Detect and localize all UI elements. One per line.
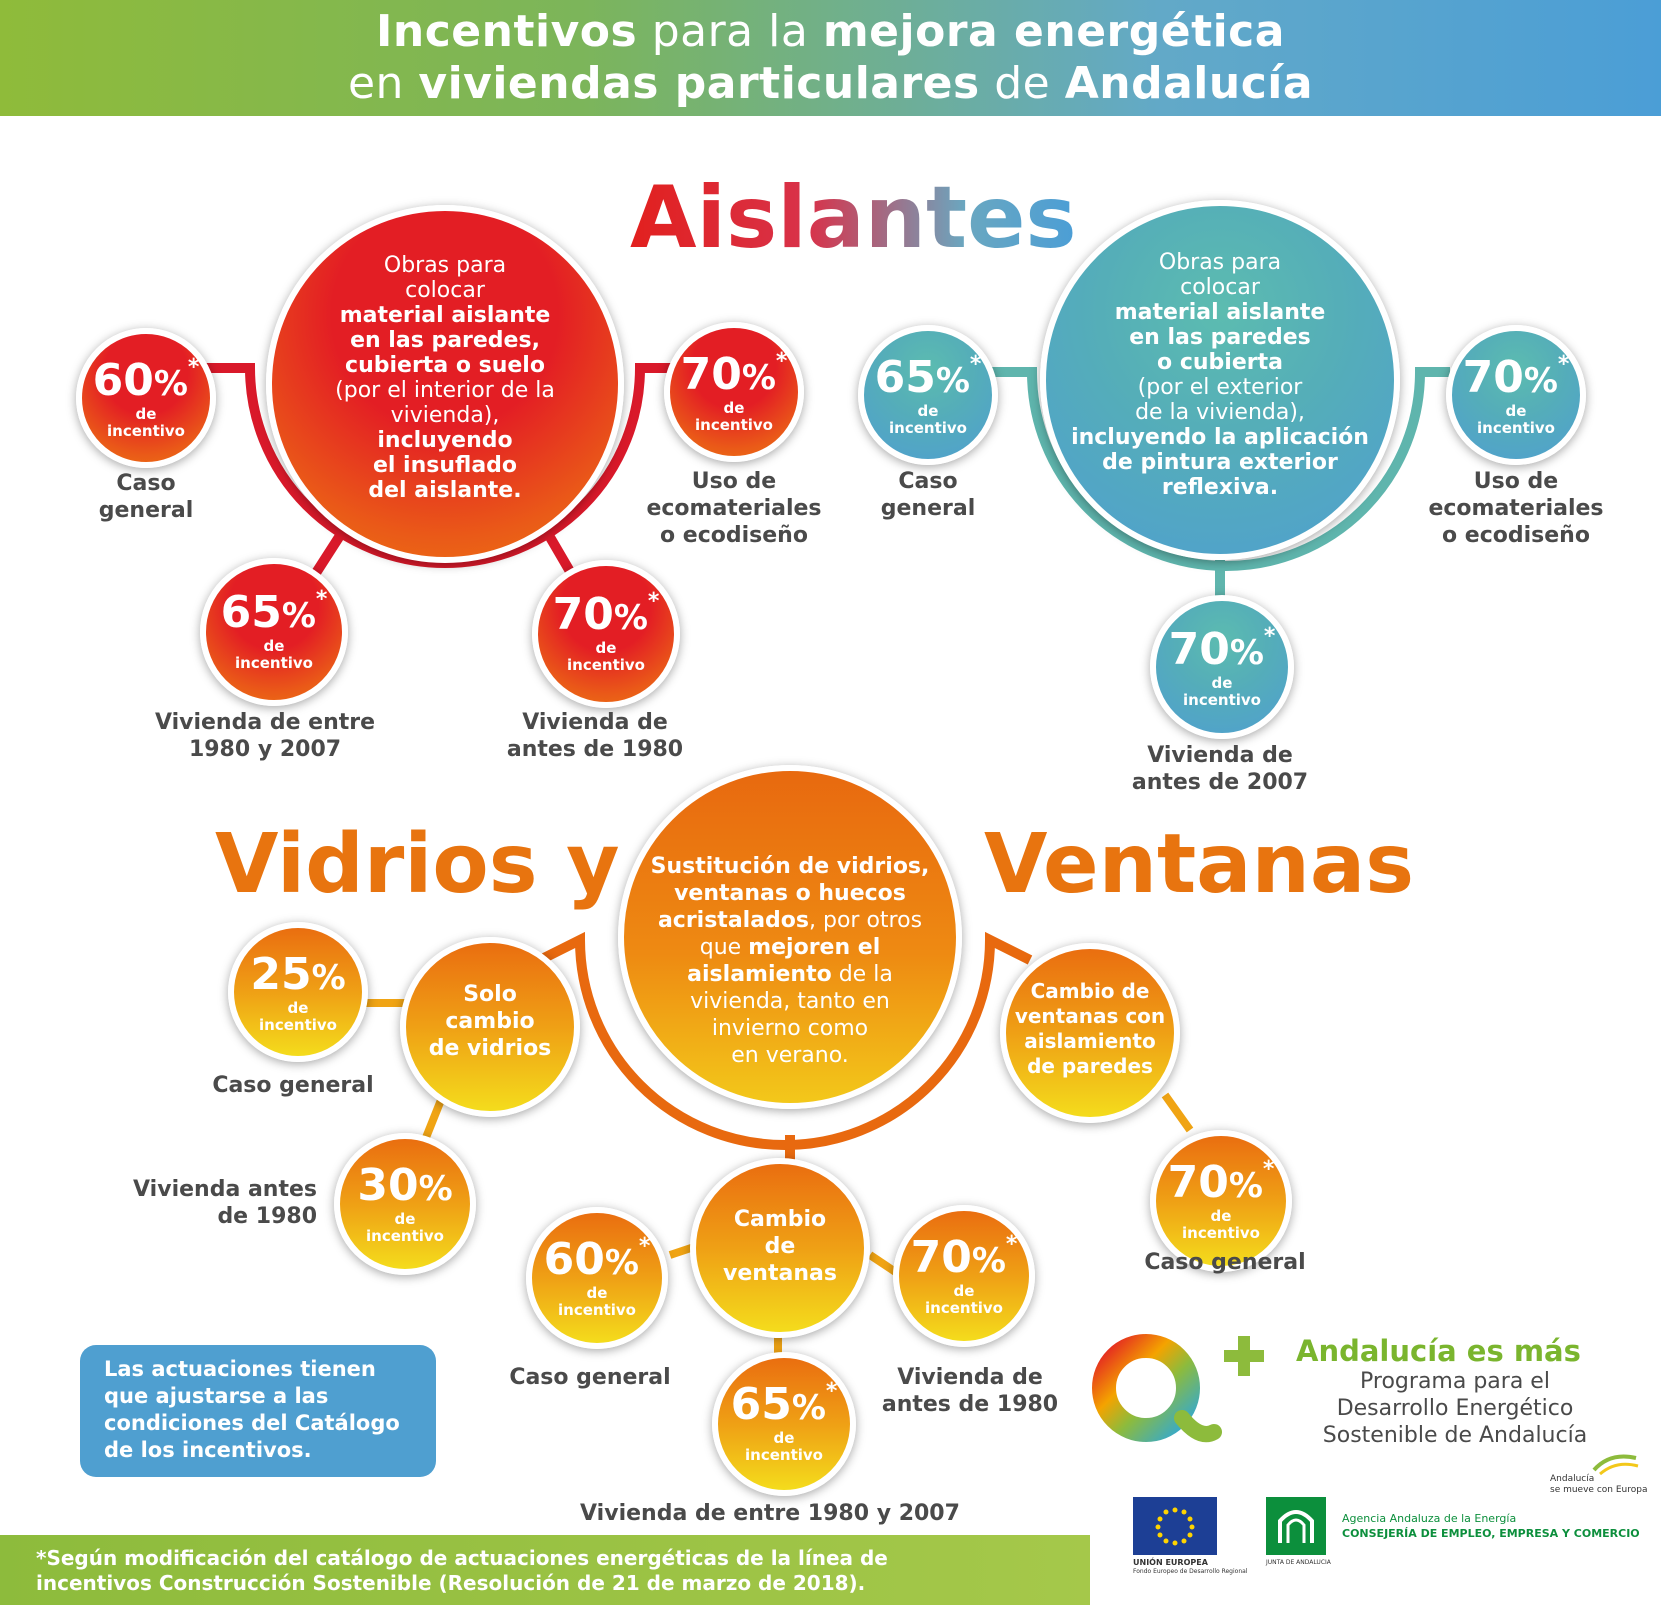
badge-interior-general [76,328,216,468]
pct-sign: % [281,596,316,636]
text-line: colocar [405,278,485,303]
text-line: ventanas o huecos [674,881,906,906]
vidrios-main-text [624,853,956,1069]
text-line: de [764,1234,796,1259]
text-line: invierno como [711,1016,869,1041]
header-word: Incentivos [376,6,638,57]
label-line: Caso general [1144,1250,1306,1275]
asterisk: * [1263,624,1276,649]
ventanas-paredes-circle [1000,943,1180,1123]
label-line: general [880,496,976,521]
footer-text [36,1546,1076,1596]
badge-incentivo: incentivo [259,1016,337,1034]
label-line: ecomateriales [1428,496,1604,521]
badge-pct [670,349,798,401]
badge-pct [538,589,674,641]
text-line: reflexiva. [1161,475,1279,500]
program-line: Desarrollo Energético [1336,1396,1574,1421]
badge-pct [1156,1157,1286,1209]
badge-interior-1980-2007 [200,558,348,706]
cambio-ventanas-text [696,1206,864,1287]
badge-ventanas-antes1980 [893,1205,1035,1347]
consejeria-label: CONSEJERÍA DE EMPLEO, EMPRESA Y COMERCIO [1342,1527,1640,1540]
text-line: (por el interior de la [335,378,555,403]
label-ventanas-1980-2007 [560,1500,980,1527]
text-line: incluyendo la aplicación [1071,425,1369,450]
pct-sign: % [311,958,346,998]
badge-pct [899,1232,1029,1284]
text-line: cubierta o suelo [345,353,545,378]
text-line [624,961,956,988]
text-normal: , por otros [809,908,923,933]
badge-vidrios-general [228,922,368,1062]
badge-value: 70 [1168,624,1230,675]
label-interior-eco [634,468,834,549]
pct-sign: % [741,358,776,398]
label-ventanas-general [490,1364,690,1391]
note-text: Las actuaciones tienen que ajustarse a las condiciones del Catálogo de los incentivos. [104,1357,400,1462]
header-word: Andalucía [1064,58,1314,109]
pct-sign: % [791,1388,826,1428]
label-paredes-general [1125,1249,1325,1276]
text-line: en las paredes [1129,325,1311,350]
label-line: o ecodiseño [1442,523,1590,548]
text-line: del aislante. [368,478,522,503]
badge-incentivo: incentivo [1183,691,1261,709]
text-line: vivienda), [390,403,500,428]
asterisk: * [315,587,328,612]
badge-incentivo: incentivo [745,1446,823,1464]
label-exterior-antes2007 [1110,742,1330,796]
badge-de: de [394,1210,416,1228]
label-interior-antes1980 [490,709,700,763]
label-line: Uso de [691,469,777,494]
text-line: material aislante [339,303,551,328]
eu-sub-label: Fondo Europeo de Desarrollo Regional [1133,1568,1248,1575]
andalucia-logo-icon [1090,1328,1270,1450]
badge-value: 70 [1462,352,1524,403]
badge-pct [532,1234,662,1286]
europa-text-2: se mueve con Europa [1550,1485,1648,1495]
text-line: o cubierta [1157,350,1283,375]
badge-exterior-antes2007 [1150,595,1294,739]
europa-text-1: Andalucía [1550,1474,1595,1484]
label-vidrios-antes1980 [110,1176,317,1230]
badge-de: de [595,639,617,657]
label-line: Vivienda de [897,1365,1043,1390]
text-normal: que [699,935,749,960]
badge-incentivo: incentivo [1477,419,1555,437]
label-interior-1980-2007 [145,709,385,763]
badge-de: de [1505,402,1527,420]
asterisk: * [969,352,982,377]
label-line: ecomateriales [646,496,822,521]
text-bold: aislamiento [687,962,832,987]
asterisk: * [775,349,788,374]
text-line: colocar [1180,275,1260,300]
text-line: de vidrios [428,1036,552,1061]
text-line [624,907,956,934]
section-title-vidrios: Vidrios y [215,817,620,912]
pct-sign: % [604,1243,639,1283]
asterisk: * [187,355,200,380]
badge-de: de [135,405,157,423]
badge-value: 60 [543,1234,605,1285]
badge-value: 30 [357,1160,419,1211]
label-line: Vivienda de [522,710,668,735]
badge-incentivo: incentivo [567,656,645,674]
text-line: Obras para [1158,250,1282,275]
text-line: Solo [463,982,517,1007]
asterisk: * [638,1234,651,1259]
pct-sign: % [1523,361,1558,401]
program-line: Programa para el [1360,1369,1550,1394]
badge-interior-antes1980 [532,560,680,708]
badge-exterior-general [858,325,998,465]
text-line: ventanas [723,1261,837,1286]
label-line: Vivienda de [1147,743,1293,768]
label-line: 1980 y 2007 [188,737,342,762]
badge-de: de [917,402,939,420]
text-line: de paredes [1027,1054,1153,1078]
badge-value: 70 [680,349,742,400]
badge-ventanas-general [526,1207,668,1349]
label-line: antes de 2007 [1131,770,1309,795]
junta-label: JUNTA DE ANDALUCIA [1266,1559,1331,1566]
badge-exterior-eco [1446,325,1586,465]
label-line: antes de 1980 [506,737,684,762]
badge-de: de [263,637,285,655]
label-line: Caso [116,471,176,496]
badge-value: 60 [92,355,154,406]
label-line: general [98,498,194,523]
text-line: de la vivienda), [1135,400,1305,425]
badge-pct [82,355,210,407]
section-title-ventanas: Ventanas [984,817,1415,912]
text-line: cambio [445,1009,535,1034]
label-line: Vivienda antes [133,1177,317,1202]
label-line: Caso [898,469,958,494]
badge-de: de [953,1282,975,1300]
badge-value: 70 [910,1232,972,1283]
badge-value: 65 [874,352,936,403]
badge-pct [340,1160,470,1212]
europa-swoosh-icon [1590,1452,1640,1476]
text-line: material aislante [1114,300,1326,325]
eu-flag-icon [1133,1497,1217,1555]
text-line: incluyendo [377,428,513,453]
connector-paredes-general [1165,1095,1190,1130]
text-line: en las paredes, [350,328,540,353]
header-word: para la [651,6,809,57]
badge-incentivo: incentivo [366,1227,444,1245]
aislante-exterior-text [1046,250,1394,500]
label-interior-general [66,470,226,524]
badge-vidrios-antes1980 [334,1133,476,1275]
program-title: Andalucía es más [1296,1334,1581,1368]
pct-sign: % [971,1241,1006,1281]
badge-pct [1452,352,1580,404]
cambio-ventanas-circle [690,1158,870,1338]
badge-incentivo: incentivo [558,1301,636,1319]
eu-stars-icon [1133,1497,1217,1555]
label-line: o ecodiseño [660,523,808,548]
asterisk: * [647,589,660,614]
badge-ventanas-1980-2007 [712,1352,856,1496]
badge-value: 65 [730,1379,792,1430]
badge-incentivo: incentivo [107,422,185,440]
text-line: ventanas con [1014,1004,1166,1028]
label-line: Uso de [1473,469,1559,494]
asterisk: * [1557,352,1570,377]
label-line: Vivienda de entre 1980 y 2007 [580,1501,960,1526]
badge-incentivo: incentivo [1182,1224,1260,1242]
aislante-exterior-circle [1040,200,1400,560]
footer-line: incentivos Construcción Sostenible (Resolución de 21 de marzo de 2018). [36,1571,866,1595]
text-bold: mejoren el [748,935,881,960]
agencia-label: Agencia Andaluza de la Energía [1342,1512,1517,1525]
header-word: de [994,58,1051,109]
label-line: antes de 1980 [881,1392,1059,1417]
text-line: Cambio [733,1207,827,1232]
text-normal: de la [831,962,893,987]
text-line [624,934,956,961]
junta-andalucia-icon [1266,1497,1326,1555]
badge-pct [864,352,992,404]
badge-value: 70 [552,589,614,640]
program-line: Sostenible de Andalucía [1322,1423,1588,1448]
label-line: Caso general [509,1365,671,1390]
label-vidrios-general [193,1072,393,1099]
badge-de: de [1210,1207,1232,1225]
footer-line: *Según modificación del catálogo de actuaciones energéticas de la línea de [36,1546,888,1570]
vidrios-solo-circle [400,937,580,1117]
text-line: aislamiento [1024,1029,1156,1053]
badge-incentivo: incentivo [695,416,773,434]
label-line: Caso general [212,1073,374,1098]
badge-value: 65 [220,587,282,638]
pct-sign: % [1229,633,1264,673]
badge-incentivo: incentivo [925,1299,1003,1317]
text-line: de pintura exterior [1102,450,1338,475]
aislante-interior-text [272,253,618,503]
junta-arch-icon [1266,1497,1326,1555]
badge-pct [206,587,342,639]
text-line: Sustitución de vidrios, [650,854,930,879]
aislante-interior-circle [266,205,624,563]
text-line: el insuflado [372,453,518,478]
badge-de: de [586,1284,608,1302]
text-line: vivienda, tanto en [690,989,890,1014]
badge-incentivo: incentivo [235,654,313,672]
text-line: Obras para [383,253,507,278]
badge-pct [234,949,362,1001]
badge-pct [1156,624,1288,676]
pct-sign: % [418,1169,453,1209]
pct-sign: % [1228,1166,1263,1206]
asterisk: * [825,1379,838,1404]
badge-incentivo: incentivo [889,419,967,437]
asterisk: * [1005,1232,1018,1257]
badge-de: de [773,1429,795,1447]
badge-value: 70 [1167,1157,1229,1208]
asterisk: * [1262,1157,1275,1182]
label-line: de 1980 [217,1204,317,1229]
badge-de: de [1211,674,1233,692]
text-line: (por el exterior [1137,375,1303,400]
pct-sign: % [935,361,970,401]
vidrios-solo-text [406,981,574,1062]
badge-value: 25 [250,949,312,1000]
text-line: en verano. [731,1043,849,1068]
text-line: Cambio de [1030,979,1150,1003]
vidrios-main-circle [618,765,962,1109]
header-word: mejora energética [822,6,1285,57]
badge-pct [718,1379,850,1431]
label-ventanas-antes1980 [870,1364,1070,1418]
eu-label: UNIÓN EUROPEA [1133,1558,1208,1567]
badge-de: de [287,999,309,1017]
ventanas-paredes-text [1006,979,1174,1079]
text-bold: acristalados [657,908,810,933]
badge-interior-eco [664,322,804,462]
label-line: Vivienda de entre [154,710,376,735]
label-exterior-general [848,468,1008,522]
header-word: en [347,58,404,109]
header-word: viviendas particulares [418,58,980,109]
badge-de: de [723,399,745,417]
label-exterior-eco [1416,468,1616,549]
section-title-aislantes: Aislantes [630,168,1077,268]
pct-sign: % [153,364,188,404]
pct-sign: % [613,598,648,638]
